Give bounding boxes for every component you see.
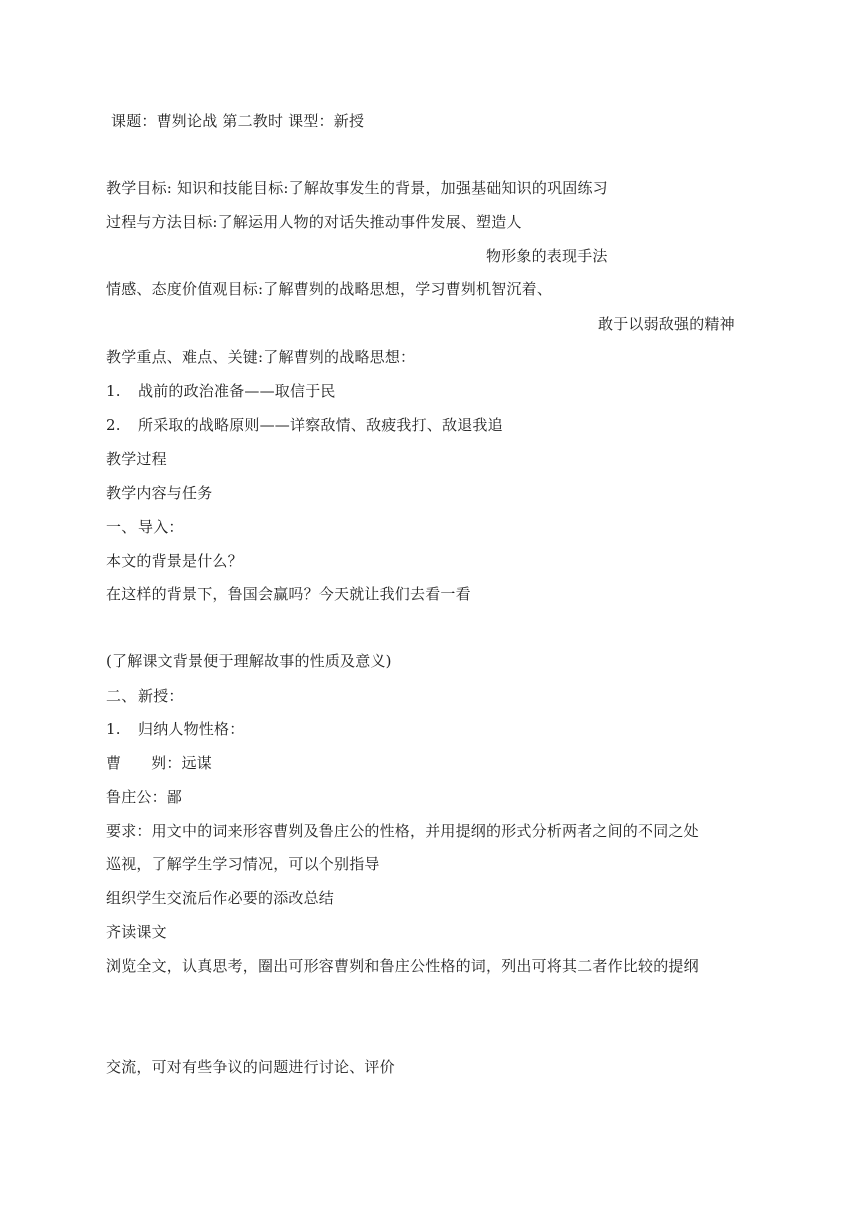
section-new-heading [106, 686, 184, 706]
character-name-part: 曹 [106, 754, 122, 772]
key-point-item [106, 415, 503, 435]
key-point-item [106, 381, 336, 401]
browse-text: 浏览全文，认真思考，圈出可形容曹刿和鲁庄公性格的词，列出可将其二者作比较的提纲 [106, 957, 699, 975]
patrol-text: 巡视，了解学生学习情况，可以个别指导 [106, 855, 380, 873]
lesson-header: 课题：曹刿论战 第二教时 课型：新授 [111, 112, 365, 130]
key-point-text: 所采取的战略原则——详察敌情、敌疲我打、敌退我追 [138, 416, 503, 434]
requirement-text: 要求：用文中的词来形容曹刿及鲁庄公的性格，并用提纲的形式分析两者之间的不同之处 [106, 822, 699, 840]
goal-process-continued: 物形象的表现手法 [486, 247, 608, 265]
subsection-title: 归纳人物性格： [138, 720, 245, 738]
goal-attitude-continued: 敢于以弱敌强的精神 [598, 315, 735, 333]
exchange-text: 交流，可对有些争议的问题进行讨论、评价 [106, 1058, 395, 1076]
section-title: 新授： [138, 687, 184, 705]
section-intro-heading [106, 517, 184, 537]
read-text: 齐读课文 [106, 923, 167, 941]
process-title: 教学过程 [106, 450, 167, 468]
intro-question-1: 本文的背景是什么？ [106, 552, 243, 570]
character-trait: 刿：远谋 [151, 754, 213, 772]
goal-knowledge: 教学目标: 知识和技能目标:了解故事发生的背景，加强基础知识的巩固练习 [106, 179, 608, 197]
key-point-number: 2. [106, 416, 121, 434]
subsection-heading [106, 719, 244, 739]
section-number: 二、 [106, 687, 137, 705]
key-point-number: 1. [106, 382, 121, 400]
intro-question-2: 在这样的背景下，鲁国会赢吗？今天就让我们去看一看 [106, 585, 471, 603]
goal-process: 过程与方法目标:了解运用人物的对话失推动事件发展、塑造人 [106, 213, 522, 231]
key-points-title: 教学重点、难点、关键:了解曹刿的战略思想： [106, 348, 416, 366]
character-cao-gui [106, 753, 212, 773]
content-title: 教学内容与任务 [106, 484, 213, 502]
goal-attitude: 情感、态度价值观目标:了解曹刿的战略思想，学习曹刿机智沉着、 [106, 280, 553, 298]
section-number: 一、 [106, 518, 137, 536]
intro-note: (了解课文背景便于理解故事的性质及意义) [106, 652, 392, 670]
section-title: 导入： [138, 518, 184, 536]
character-lu-zhuang-gong: 鲁庄公：鄙 [106, 788, 183, 806]
organize-text: 组织学生交流后作必要的添改总结 [106, 889, 335, 907]
subsection-number: 1. [106, 720, 121, 738]
key-point-text: 战前的政治准备——取信于民 [138, 382, 336, 400]
